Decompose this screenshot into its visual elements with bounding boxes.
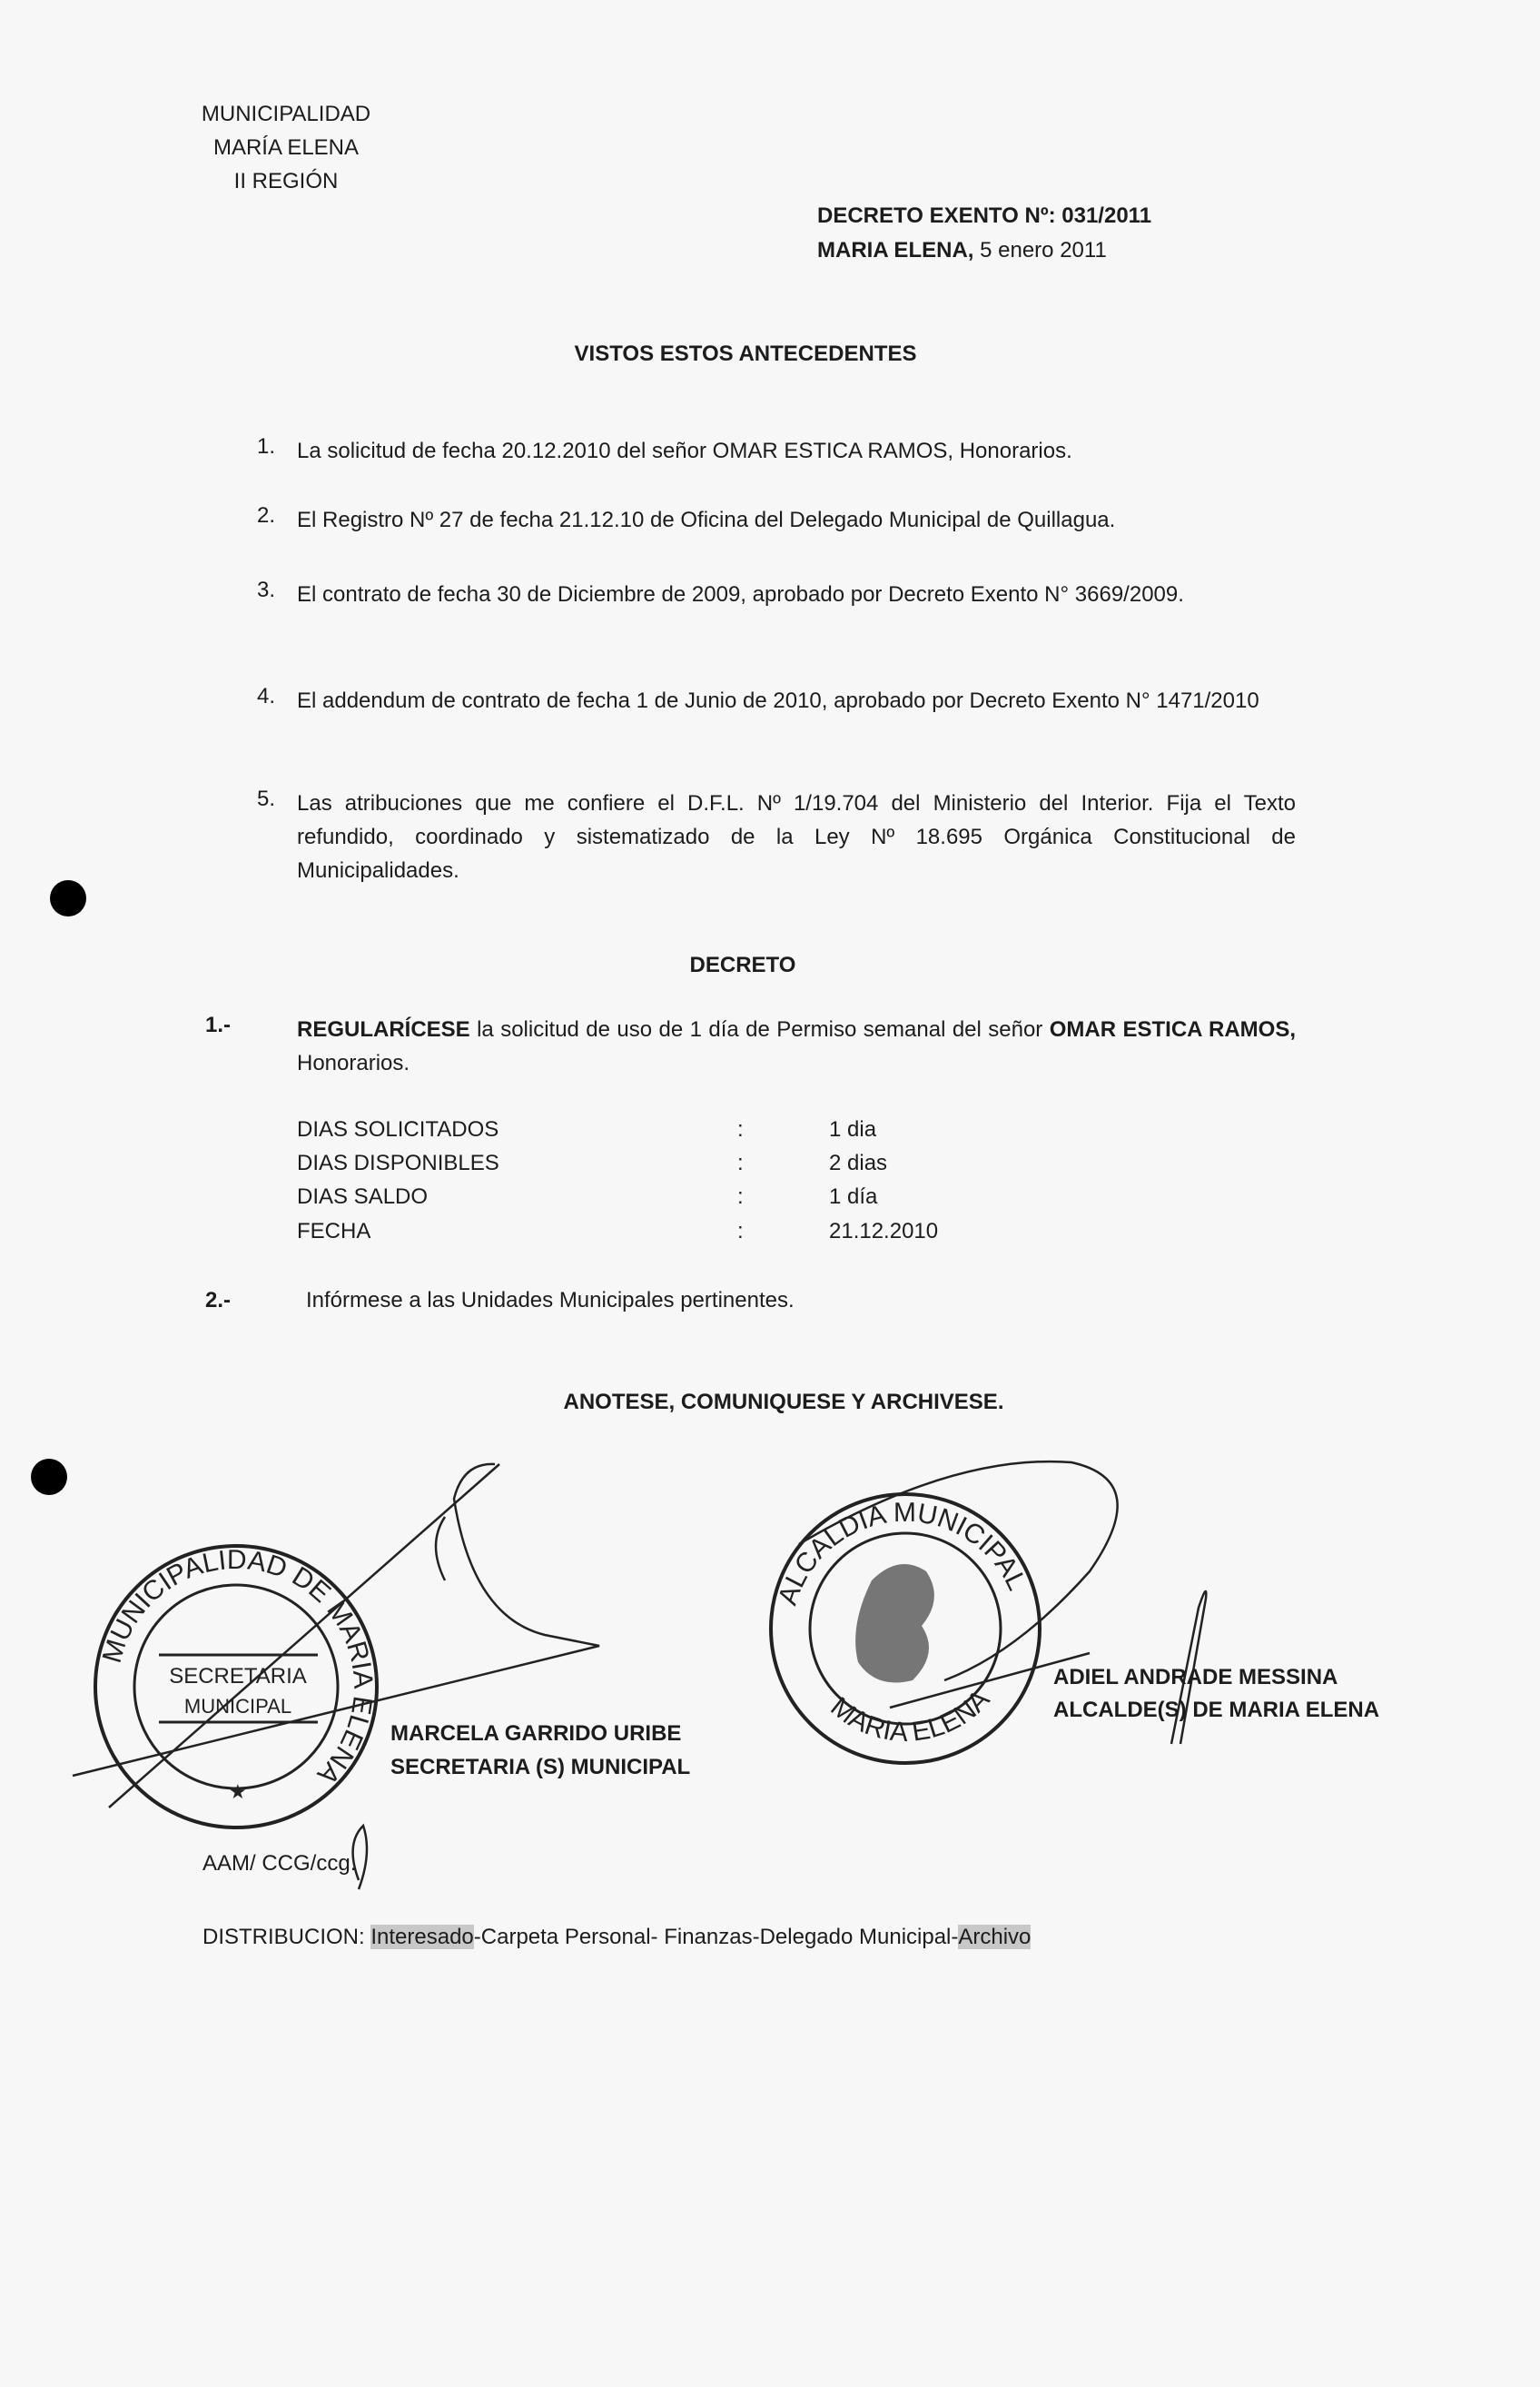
list-item-number: 3.	[257, 578, 276, 602]
right-signatory-name: ADIEL ANDRADE MESSINA	[1053, 1665, 1338, 1689]
list-item-number: 1.	[257, 434, 276, 459]
left-stamp-ring-text: MUNICIPALIDAD DE MARIA ELENA	[96, 1544, 379, 1790]
distribution-label: DISTRIBUCION:	[202, 1925, 365, 1949]
distribution-item: Interesado	[370, 1925, 474, 1949]
table-label: DIAS SOLICITADOS	[297, 1117, 499, 1142]
table-value: 1 día	[829, 1184, 878, 1209]
table-sep: :	[737, 1117, 744, 1142]
list-item: La solicitud de fecha 20.12.2010 del señor OMAR ESTICA RAMOS, Honorarios.	[297, 439, 1072, 463]
place: MARIA ELENA,	[817, 238, 974, 262]
distribution-item: Archivo	[958, 1925, 1032, 1949]
vistos-title: VISTOS ESTOS ANTECEDENTES	[574, 342, 917, 366]
initials: AAM/ CCG/ccg.	[202, 1851, 357, 1876]
left-stamp-center1: SECRETARIA	[169, 1664, 307, 1689]
right-signatory-title: ALCALDE(S) DE MARIA ELENA	[1053, 1698, 1380, 1722]
person-name: OMAR	[1049, 1017, 1117, 1042]
star-icon: ★	[229, 1780, 247, 1803]
decreto-title: DECRETO	[689, 953, 796, 977]
decreto-item2: Infórmese a las Unidades Municipales pertinentes.	[306, 1288, 795, 1312]
verb: REGULARÍCESE	[297, 1017, 470, 1042]
punch-hole	[31, 1459, 67, 1495]
org-name-line2: MARÍA ELENA	[212, 135, 360, 160]
distribution-line	[202, 1925, 1031, 1950]
table-sep: :	[737, 1219, 744, 1243]
list-item: El contrato de fecha 30 de Diciembre de 2009, aprobado por Decreto Exento N° 3669/2009.	[297, 582, 1184, 607]
table-sep: :	[737, 1151, 744, 1175]
right-stamp-bottom-text: MARIA ELENA	[824, 1684, 996, 1748]
table-label: DIAS DISPONIBLES	[297, 1151, 499, 1175]
left-signatory-name: MARCELA GARRIDO URIBE	[390, 1721, 682, 1746]
decree-number: 031/2011	[1061, 203, 1152, 228]
org-region: II REGIÓN	[233, 169, 339, 193]
list-item-number: 5.	[257, 787, 276, 811]
decreto-item2-number: 2.-	[205, 1288, 232, 1312]
table-label: DIAS SALDO	[297, 1184, 429, 1209]
decreto-item1-number: 1.-	[205, 1013, 232, 1037]
list-item-number: 2.	[257, 503, 276, 528]
list-item: El addendum de contrato de fecha 1 de Junio de 2010, aprobado por Decreto Exento N° 1471/2010	[297, 688, 1259, 713]
left-stamp-center2: MUNICIPAL	[183, 1695, 292, 1718]
closing-formula: ANOTESE, COMUNIQUESE Y ARCHIVESE.	[563, 1390, 1004, 1414]
item1-tail: Honorarios.	[297, 1051, 410, 1075]
person-surname: ESTICA RAMOS,	[1122, 1017, 1296, 1042]
list-item: Las atribuciones que me confiere el D.F.L. Nº 1/19.704 del Ministerio del Interior. Fija el Texto refundido, coordinado y sistematizado de la Ley Nº 18.695 Orgánica Constitucional de Municipalidades.	[297, 791, 1296, 883]
coat-of-arms-icon	[855, 1564, 934, 1683]
table-value: 2 dias	[829, 1151, 888, 1175]
list-item: El Registro Nº 27 de fecha 21.12.10 de Oficina del Delegado Municipal de Quillagua.	[297, 508, 1116, 532]
table-value: 21.12.2010	[829, 1219, 939, 1243]
right-stamp-top-text: ALCALDIA MUNICIPAL	[772, 1497, 1032, 1609]
distribution-items: -Carpeta Personal- Finanzas-Delegado Municipal-	[473, 1925, 959, 1949]
decree-label: DECRETO EXENTO	[817, 203, 1019, 228]
punch-hole	[50, 880, 86, 916]
table-label: FECHA	[297, 1219, 371, 1243]
org-name-line1: MUNICIPALIDAD	[201, 102, 371, 126]
item1-text: la solicitud de uso de 1 día de Permiso semanal del señor	[469, 1017, 1050, 1042]
table-value: 1 dia	[829, 1117, 877, 1142]
date: 5 enero 2011	[980, 238, 1107, 262]
list-item-number: 4.	[257, 684, 276, 708]
left-signatory-title: SECRETARIA (S) MUNICIPAL	[390, 1755, 691, 1779]
table-sep: :	[737, 1184, 744, 1209]
decree-no-label: Nº:	[1024, 203, 1056, 228]
